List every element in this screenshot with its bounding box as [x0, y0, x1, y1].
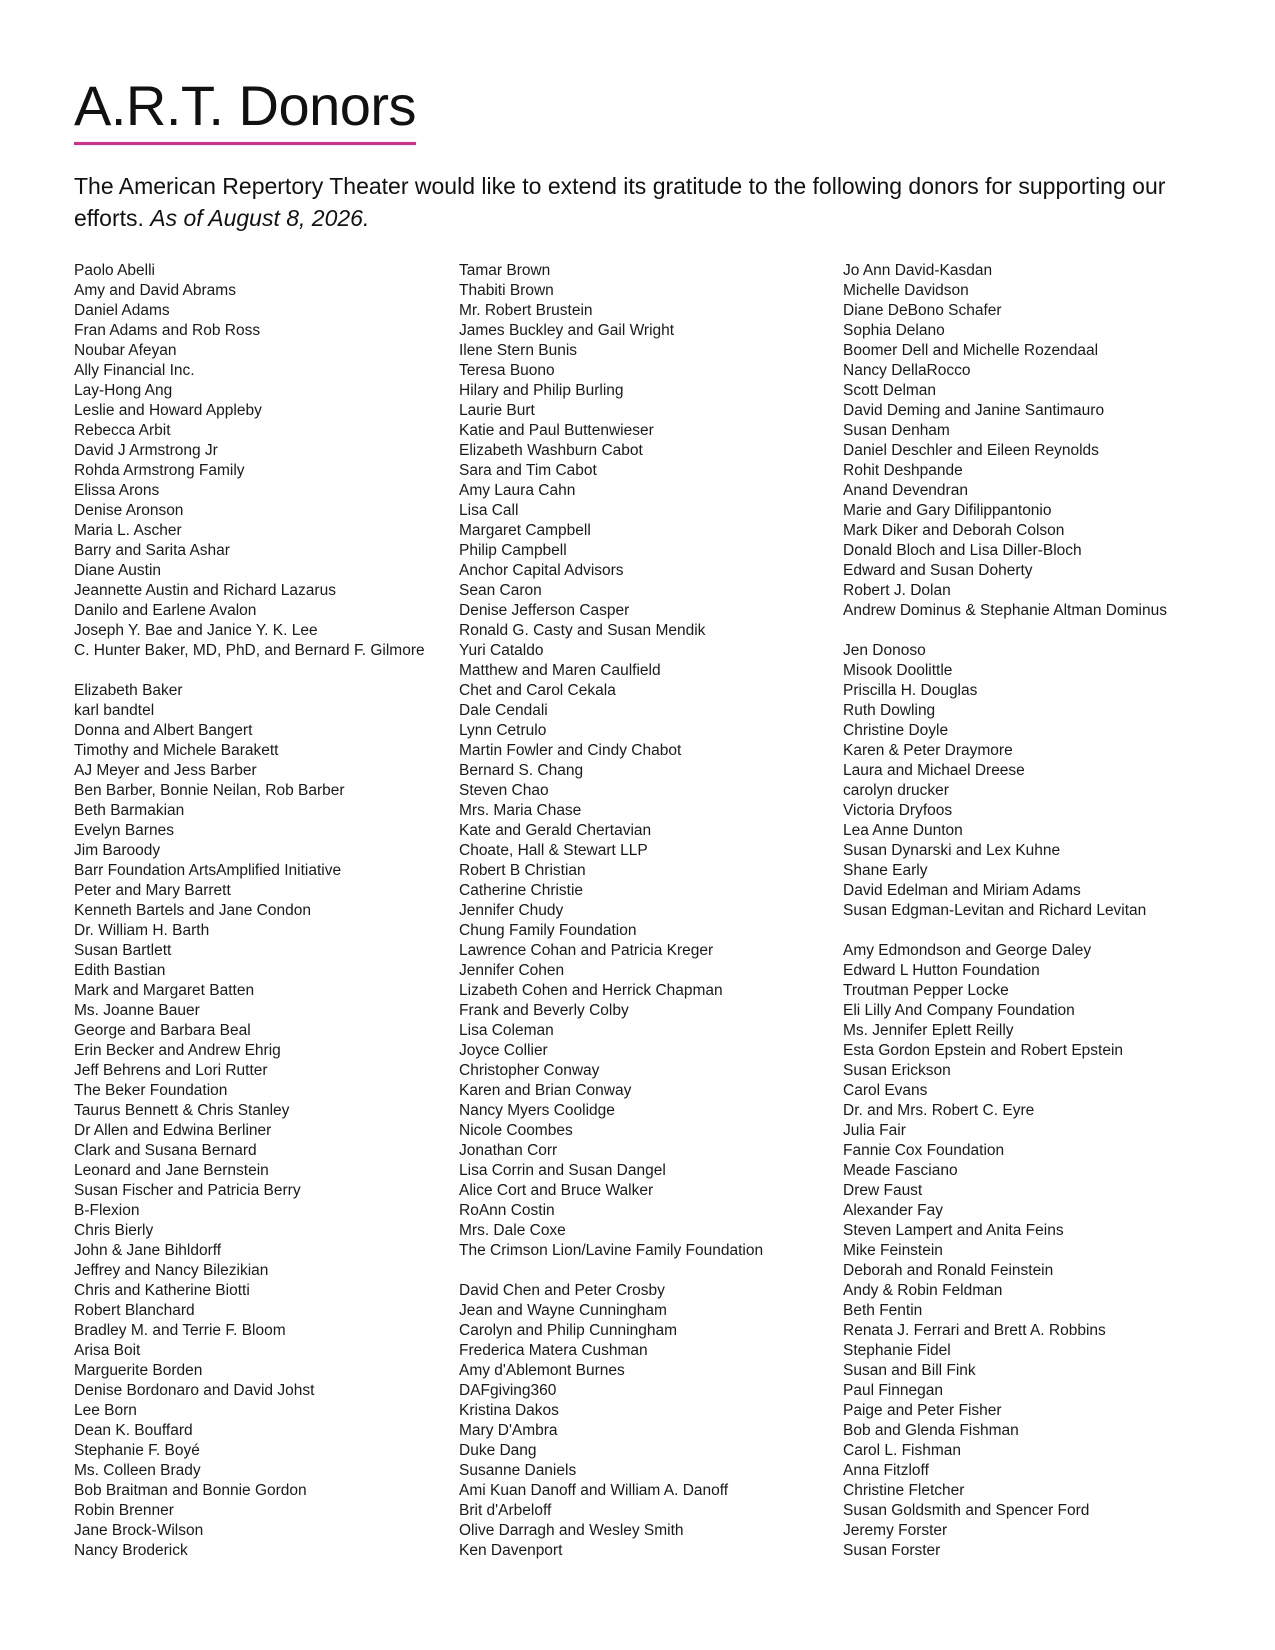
donor-name: Noubar Afeyan [74, 342, 177, 359]
donor-name: Ally Financial Inc. [74, 362, 195, 379]
donor-name: Donna and Albert Bangert [74, 722, 253, 739]
donor-name: Ms. Joanne Bauer [74, 1002, 200, 1019]
donor-name: The Crimson Lion/Lavine Family Foundation [459, 1242, 764, 1259]
donor-name: Nancy Myers Coolidge [459, 1102, 615, 1119]
donor-name: George and Barbara Beal [74, 1022, 251, 1039]
donor-name: David J Armstrong Jr [74, 442, 218, 459]
donor-name: Susan Goldsmith and Spencer Ford [843, 1502, 1090, 1519]
donor-name: Dr. William H. Barth [74, 922, 210, 939]
donor-name: Alexander Fay [843, 1202, 943, 1219]
donor-name: Donald Bloch and Lisa Diller-Bloch [843, 542, 1082, 559]
donor-name: Laurie Burt [459, 402, 535, 419]
donor-name: Rohda Armstrong Family [74, 462, 245, 479]
donor-name: Fannie Cox Foundation [843, 1142, 1005, 1159]
donor-name: Jeffrey and Nancy Bilezikian [74, 1262, 269, 1279]
donor-name: Jim Baroody [74, 842, 161, 859]
donor-name: Chung Family Foundation [459, 922, 637, 939]
donor-name: Mrs. Maria Chase [459, 802, 582, 819]
donor-name: Alice Cort and Bruce Walker [459, 1182, 654, 1199]
donor-name: karl bandtel [74, 702, 155, 719]
donor-name: Jo Ann David-Kasdan [843, 262, 993, 279]
donor-name: Chris Bierly [74, 1222, 154, 1239]
donor-name: Jeannette Austin and Richard Lazarus [74, 582, 336, 599]
donor-name: Jen Donoso [843, 642, 926, 659]
donor-name: Ronald G. Casty and Susan Mendik [459, 622, 706, 639]
donor-name: Ms. Colleen Brady [74, 1462, 201, 1479]
donor-name: Priscilla H. Douglas [843, 682, 978, 699]
donor-name: Marguerite Borden [74, 1362, 203, 1379]
donor-name: Beth Barmakian [74, 802, 185, 819]
donor-name: Jeff Behrens and Lori Rutter [74, 1062, 268, 1079]
donor-name: Laura and Michael Dreese [843, 762, 1025, 779]
donor-name: Peter and Mary Barrett [74, 882, 231, 899]
donor-name: Sean Caron [459, 582, 542, 599]
donor-name: Andrew Dominus & Stephanie Altman Dominus [843, 602, 1167, 619]
donor-name: Tamar Brown [459, 262, 551, 279]
donor-name: Diane DeBono Schafer [843, 302, 1002, 319]
donor-name: Jeremy Forster [843, 1522, 948, 1539]
donor-name: Maria L. Ascher [74, 522, 182, 539]
page-title: A.R.T. Donors [74, 74, 417, 137]
donor-name: carolyn drucker [843, 782, 949, 799]
donor-name: Dale Cendali [459, 702, 548, 719]
donor-name: Joyce Collier [459, 1042, 548, 1059]
donor-name: Yuri Cataldo [459, 642, 544, 659]
donor-name: Christopher Conway [459, 1062, 600, 1079]
donor-name: Bob and Glenda Fishman [843, 1422, 1019, 1439]
donor-name: Drew Faust [843, 1182, 923, 1199]
donor-name: Ben Barber, Bonnie Neilan, Rob Barber [74, 782, 345, 799]
donor-name: Sophia Delano [843, 322, 945, 339]
donor-name: Stephanie Fidel [843, 1342, 951, 1359]
donor-name: Anchor Capital Advisors [459, 562, 624, 579]
donor-name: Choate, Hall & Stewart LLP [459, 842, 648, 859]
donor-name: David Edelman and Miriam Adams [843, 882, 1081, 899]
donor-name: Leonard and Jane Bernstein [74, 1162, 269, 1179]
donor-name: Scott Delman [843, 382, 937, 399]
donor-name: Stephanie F. Boyé [74, 1442, 200, 1459]
donor-name: Andy & Robin Feldman [843, 1282, 1003, 1299]
donor-name: David Deming and Janine Santimauro [843, 402, 1105, 419]
donor-name: Olive Darragh and Wesley Smith [459, 1522, 684, 1539]
donor-name: Ilene Stern Bunis [459, 342, 578, 359]
donor-name: Leslie and Howard Appleby [74, 402, 262, 419]
donor-name: Michelle Davidson [843, 282, 969, 299]
donor-name: Lisa Call [459, 502, 519, 519]
donor-name: Daniel Adams [74, 302, 170, 319]
donor-name: Robert J. Dolan [843, 582, 951, 599]
donor-name: Susan Erickson [843, 1062, 951, 1079]
donor-name: Thabiti Brown [459, 282, 554, 299]
donor-name: Barr Foundation ArtsAmplified Initiative [74, 862, 342, 879]
donor-name: Elizabeth Washburn Cabot [459, 442, 643, 459]
donor-name: Carol Evans [843, 1082, 928, 1099]
donor-name: Ami Kuan Danoff and William A. Danoff [459, 1482, 729, 1499]
donor-name: Susan Denham [843, 422, 950, 439]
intro-text: The American Repertory Theater would like to extend its gratitude to the following donors for supporting our efforts. [74, 173, 1166, 231]
donor-name: Elissa Arons [74, 482, 160, 499]
donor-name: Mike Feinstein [843, 1242, 943, 1259]
donor-name: Anand Devendran [843, 482, 968, 499]
donor-name: Amy Laura Cahn [459, 482, 576, 499]
title-underline [74, 142, 416, 145]
donor-name: Anna Fitzloff [843, 1462, 929, 1479]
donor-name: Meade Fasciano [843, 1162, 958, 1179]
donor-name: Amy and David Abrams [74, 282, 236, 299]
donor-name: Edward and Susan Doherty [843, 562, 1033, 579]
intro-paragraph [74, 170, 1214, 234]
donor-column-3 [843, 261, 1243, 1561]
donor-name: Victoria Dryfoos [843, 802, 953, 819]
donor-name: Kristina Dakos [459, 1402, 559, 1419]
donor-name: RoAnn Costin [459, 1202, 555, 1219]
donor-name: Matthew and Maren Caulfield [459, 662, 661, 679]
donor-name: C. Hunter Baker, MD, PhD, and Bernard F. Gilmore [74, 642, 425, 659]
donor-name: Lay-Hong Ang [74, 382, 173, 399]
donor-name: Misook Doolittle [843, 662, 953, 679]
donor-name: Lizabeth Cohen and Herrick Chapman [459, 982, 723, 999]
donor-name: Carolyn and Philip Cunningham [459, 1322, 677, 1339]
donor-name: Amy Edmondson and George Daley [843, 942, 1092, 959]
donor-name: Mark and Margaret Batten [74, 982, 255, 999]
donor-name: Kate and Gerald Chertavian [459, 822, 652, 839]
donor-column-2 [459, 261, 829, 1561]
donor-name: Eli Lilly And Company Foundation [843, 1002, 1075, 1019]
donor-name: Chet and Carol Cekala [459, 682, 616, 699]
donor-name: Brit d'Arbeloff [459, 1502, 552, 1519]
donor-name: Steven Lampert and Anita Feins [843, 1222, 1064, 1239]
donor-name: Paolo Abelli [74, 262, 156, 279]
donor-name: Taurus Bennett & Chris Stanley [74, 1102, 290, 1119]
donor-name: Julia Fair [843, 1122, 906, 1139]
donor-name: Jean and Wayne Cunningham [459, 1302, 667, 1319]
donor-name: Bob Braitman and Bonnie Gordon [74, 1482, 307, 1499]
donor-name: Edward L Hutton Foundation [843, 962, 1040, 979]
donor-name: Margaret Campbell [459, 522, 591, 539]
donor-name: Lisa Corrin and Susan Dangel [459, 1162, 666, 1179]
donor-name: Ken Davenport [459, 1542, 563, 1559]
donor-name: Nancy Broderick [74, 1542, 188, 1559]
donor-name: Clark and Susana Bernard [74, 1142, 257, 1159]
donor-name: Jonathan Corr [459, 1142, 558, 1159]
donor-name: Beth Fentin [843, 1302, 923, 1319]
donor-name: Renata J. Ferrari and Brett A. Robbins [843, 1322, 1106, 1339]
donor-name: Robert Blanchard [74, 1302, 195, 1319]
donor-name: Karen & Peter Draymore [843, 742, 1013, 759]
donor-name: DAFgiving360 [459, 1382, 557, 1399]
donor-name: The Beker Foundation [74, 1082, 228, 1099]
donor-name: Katie and Paul Buttenwieser [459, 422, 654, 439]
donor-name: Bradley M. and Terrie F. Bloom [74, 1322, 286, 1339]
donor-name: Mary D'Ambra [459, 1422, 558, 1439]
donor-name: Rohit Deshpande [843, 462, 963, 479]
donor-name: Dr. and Mrs. Robert C. Eyre [843, 1102, 1035, 1119]
donor-name: Elizabeth Baker [74, 682, 183, 699]
donor-name: Carol L. Fishman [843, 1442, 962, 1459]
donor-name: Rebecca Arbit [74, 422, 171, 439]
donor-name: Jennifer Cohen [459, 962, 565, 979]
donor-name: Robert B Christian [459, 862, 586, 879]
donor-name: Catherine Christie [459, 882, 584, 899]
donor-name: Susan Edgman-Levitan and Richard Levitan [843, 902, 1147, 919]
donor-name: Esta Gordon Epstein and Robert Epstein [843, 1042, 1124, 1059]
donor-name: Fran Adams and Rob Ross [74, 322, 261, 339]
donor-name: Edith Bastian [74, 962, 166, 979]
donor-name: Ruth Dowling [843, 702, 936, 719]
donor-name: Nancy DellaRocco [843, 362, 971, 379]
donor-name: Hilary and Philip Burling [459, 382, 624, 399]
donor-name: Steven Chao [459, 782, 549, 799]
donor-name: Lisa Coleman [459, 1022, 554, 1039]
donor-name: Barry and Sarita Ashar [74, 542, 230, 559]
donor-name: David Chen and Peter Crosby [459, 1282, 665, 1299]
donor-name: Frank and Beverly Colby [459, 1002, 629, 1019]
donor-name: Dean K. Bouffard [74, 1422, 193, 1439]
donor-name: Mr. Robert Brustein [459, 302, 593, 319]
donor-name: Daniel Deschler and Eileen Reynolds [843, 442, 1099, 459]
donor-name: Martin Fowler and Cindy Chabot [459, 742, 682, 759]
donor-name: Marie and Gary Difilippantonio [843, 502, 1052, 519]
donor-name: Lawrence Cohan and Patricia Kreger [459, 942, 714, 959]
donor-name: Jane Brock-Wilson [74, 1522, 204, 1539]
donor-name: Susan and Bill Fink [843, 1362, 976, 1379]
donor-name: Evelyn Barnes [74, 822, 174, 839]
donor-name: Danilo and Earlene Avalon [74, 602, 257, 619]
donor-name: Lee Born [74, 1402, 137, 1419]
donor-name: Paige and Peter Fisher [843, 1402, 1002, 1419]
donor-name: Joseph Y. Bae and Janice Y. K. Lee [74, 622, 318, 639]
donor-name: Ms. Jennifer Eplett Reilly [843, 1022, 1014, 1039]
as-of-date: As of August 8, 2026. [150, 205, 370, 231]
donor-name: Arisa Boit [74, 1342, 141, 1359]
donor-name: John & Jane Bihldorff [74, 1242, 222, 1259]
donor-name: Susan Bartlett [74, 942, 172, 959]
donor-name: Sara and Tim Cabot [459, 462, 597, 479]
donor-name: Susan Fischer and Patricia Berry [74, 1182, 301, 1199]
donor-name: Christine Fletcher [843, 1482, 965, 1499]
donor-name: Jennifer Chudy [459, 902, 564, 919]
donor-name: Duke Dang [459, 1442, 537, 1459]
donor-name: Lynn Cetrulo [459, 722, 547, 739]
donor-name: Boomer Dell and Michelle Rozendaal [843, 342, 1099, 359]
donor-name: Karen and Brian Conway [459, 1082, 632, 1099]
donor-name: Philip Campbell [459, 542, 567, 559]
donor-column-1 [74, 261, 429, 1561]
donor-name: Paul Finnegan [843, 1382, 943, 1399]
donor-name: Shane Early [843, 862, 928, 879]
donor-name: Christine Doyle [843, 722, 949, 739]
donor-name: Frederica Matera Cushman [459, 1342, 648, 1359]
donor-name: Dr Allen and Edwina Berliner [74, 1122, 272, 1139]
donor-name: Bernard S. Chang [459, 762, 584, 779]
donor-name: Nicole Coombes [459, 1122, 573, 1139]
donor-name: Diane Austin [74, 562, 162, 579]
donor-name: Denise Aronson [74, 502, 184, 519]
donor-name: AJ Meyer and Jess Barber [74, 762, 257, 779]
donor-name: Troutman Pepper Locke [843, 982, 1009, 999]
donor-name: Mrs. Dale Coxe [459, 1222, 566, 1239]
donor-name: B-Flexion [74, 1202, 140, 1219]
donor-name: Deborah and Ronald Feinstein [843, 1262, 1054, 1279]
donor-name: Mark Diker and Deborah Colson [843, 522, 1065, 539]
donor-name: Chris and Katherine Biotti [74, 1282, 250, 1299]
donor-name: Denise Jefferson Casper [459, 602, 630, 619]
donor-name: Amy d'Ablemont Burnes [459, 1362, 625, 1379]
donor-name: Lea Anne Dunton [843, 822, 963, 839]
donor-name: Susan Forster [843, 1542, 941, 1559]
donor-name: James Buckley and Gail Wright [459, 322, 675, 339]
donor-name: Susan Dynarski and Lex Kuhne [843, 842, 1061, 859]
donor-name: Erin Becker and Andrew Ehrig [74, 1042, 281, 1059]
donor-name: Teresa Buono [459, 362, 555, 379]
donor-name: Robin Brenner [74, 1502, 174, 1519]
donor-name: Timothy and Michele Barakett [74, 742, 279, 759]
donor-name: Denise Bordonaro and David Johst [74, 1382, 315, 1399]
donor-name: Kenneth Bartels and Jane Condon [74, 902, 311, 919]
donor-name: Susanne Daniels [459, 1462, 577, 1479]
